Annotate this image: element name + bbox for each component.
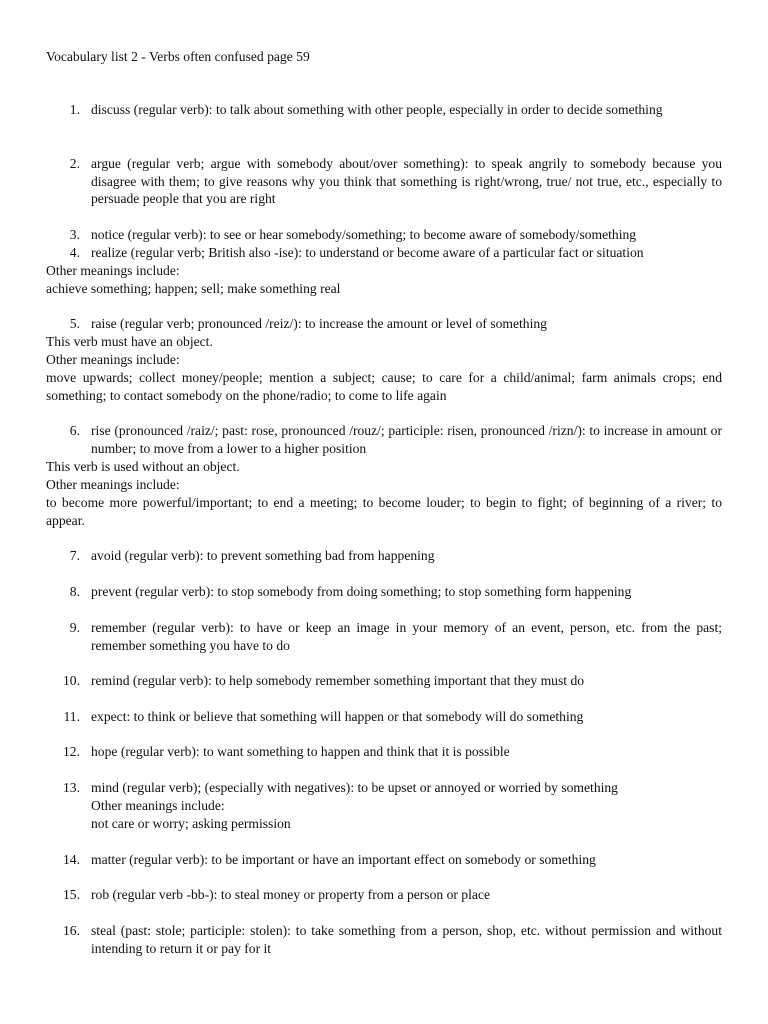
item-number: 9.	[69, 620, 80, 635]
list-item	[46, 672, 722, 690]
item-number: 5.	[69, 316, 80, 331]
item-number: 2.	[69, 156, 80, 171]
item-number: 4.	[69, 245, 80, 260]
other-meanings-label: Other meanings include:	[46, 263, 180, 278]
other-meanings-label: Other meanings include:	[46, 477, 180, 492]
list-item	[46, 922, 722, 957]
list-item	[46, 851, 722, 869]
item-text: mind (regular verb); (especially with negatives): to be upset or annoyed or worried by something	[91, 780, 618, 795]
item-text: rise (pronounced /raiz/; past: rose, pronounced /rouz/; participle: risen, pronounced /rizn/): to increase in amount or number; to move from a lower to a higher position	[91, 423, 722, 456]
list-item	[46, 101, 722, 119]
item-text: realize (regular verb; British also -ise): to understand or become aware of a particular fact or situation	[91, 245, 644, 260]
item-number: 1.	[69, 102, 80, 117]
item-number: 7.	[69, 548, 80, 563]
item-text: hope (regular verb): to want something to happen and think that it is possible	[91, 744, 510, 759]
list-item	[46, 743, 722, 761]
item-text: steal (past: stole; participle: stolen): to take something from a person, shop, etc. without permission and without intending to return it or pay for it	[91, 923, 722, 956]
other-meanings-text: to become more powerful/important; to end a meeting; to become louder; to begin to fight; of beginning of a river; to appear.	[46, 495, 722, 528]
list-item	[46, 886, 722, 904]
item-text: discuss (regular verb): to talk about something with other people, especially in order to decide something	[91, 102, 663, 117]
item-number: 13.	[63, 780, 80, 795]
other-meanings-text: move upwards; collect money/people; mention a subject; cause; to care for a child/animal; farm animals crops; end something; to contact somebody on the phone/radio; to come to life again	[46, 370, 722, 403]
item-number: 14.	[63, 852, 80, 867]
list-item	[46, 155, 722, 208]
item-number: 3.	[69, 227, 80, 242]
usage-note: This verb must have an object.	[46, 334, 213, 349]
list-item	[46, 619, 722, 654]
item-number: 10.	[63, 673, 80, 688]
list-item	[46, 244, 722, 262]
list-item	[46, 779, 722, 797]
other-meanings-text: not care or worry; asking permission	[91, 816, 291, 831]
list-item	[46, 422, 722, 457]
usage-note: This verb is used without an object.	[46, 459, 240, 474]
item-text: expect: to think or believe that something will happen or that somebody will do something	[91, 709, 584, 724]
item-number: 16.	[63, 923, 80, 938]
item-text: rob (regular verb -bb-): to steal money or property from a person or place	[91, 887, 490, 902]
item-text: raise (regular verb; pronounced /reiz/): to increase the amount or level of something	[91, 316, 547, 331]
item-number: 6.	[69, 423, 80, 438]
item-number: 15.	[63, 887, 80, 902]
item-text: notice (regular verb): to see or hear somebody/something; to become aware of somebody/something	[91, 227, 637, 242]
list-item	[46, 315, 722, 333]
list-item	[46, 547, 722, 565]
item-text: matter (regular verb): to be important or have an important effect on somebody or something	[91, 852, 596, 867]
item-text: argue (regular verb; argue with somebody about/over something): to speak angrily to somebody because you disagree with them; to give reasons why you think that something is right/wrong, true/ not true, etc., especially to persuade people that you are right	[91, 156, 722, 207]
other-meanings-label: Other meanings include:	[46, 352, 180, 367]
page-title: Vocabulary list 2 - Verbs often confused page 59	[46, 49, 310, 64]
item-text: avoid (regular verb): to prevent something bad from happening	[91, 548, 435, 563]
item-number: 12.	[63, 744, 80, 759]
item-text: prevent (regular verb): to stop somebody from doing something; to stop something form happening	[91, 584, 632, 599]
item-number: 11.	[63, 709, 80, 724]
item-number: 8.	[69, 584, 80, 599]
item-text: remember (regular verb): to have or keep an image in your memory of an event, person, etc. from the past; remember something you have to do	[91, 620, 722, 653]
list-item	[46, 583, 722, 601]
item-text: remind (regular verb): to help somebody remember something important that they must do	[91, 673, 585, 688]
other-meanings-text: achieve something; happen; sell; make something real	[46, 281, 341, 296]
other-meanings-label: Other meanings include:	[91, 798, 225, 813]
list-item	[46, 708, 722, 726]
list-item	[46, 226, 722, 244]
